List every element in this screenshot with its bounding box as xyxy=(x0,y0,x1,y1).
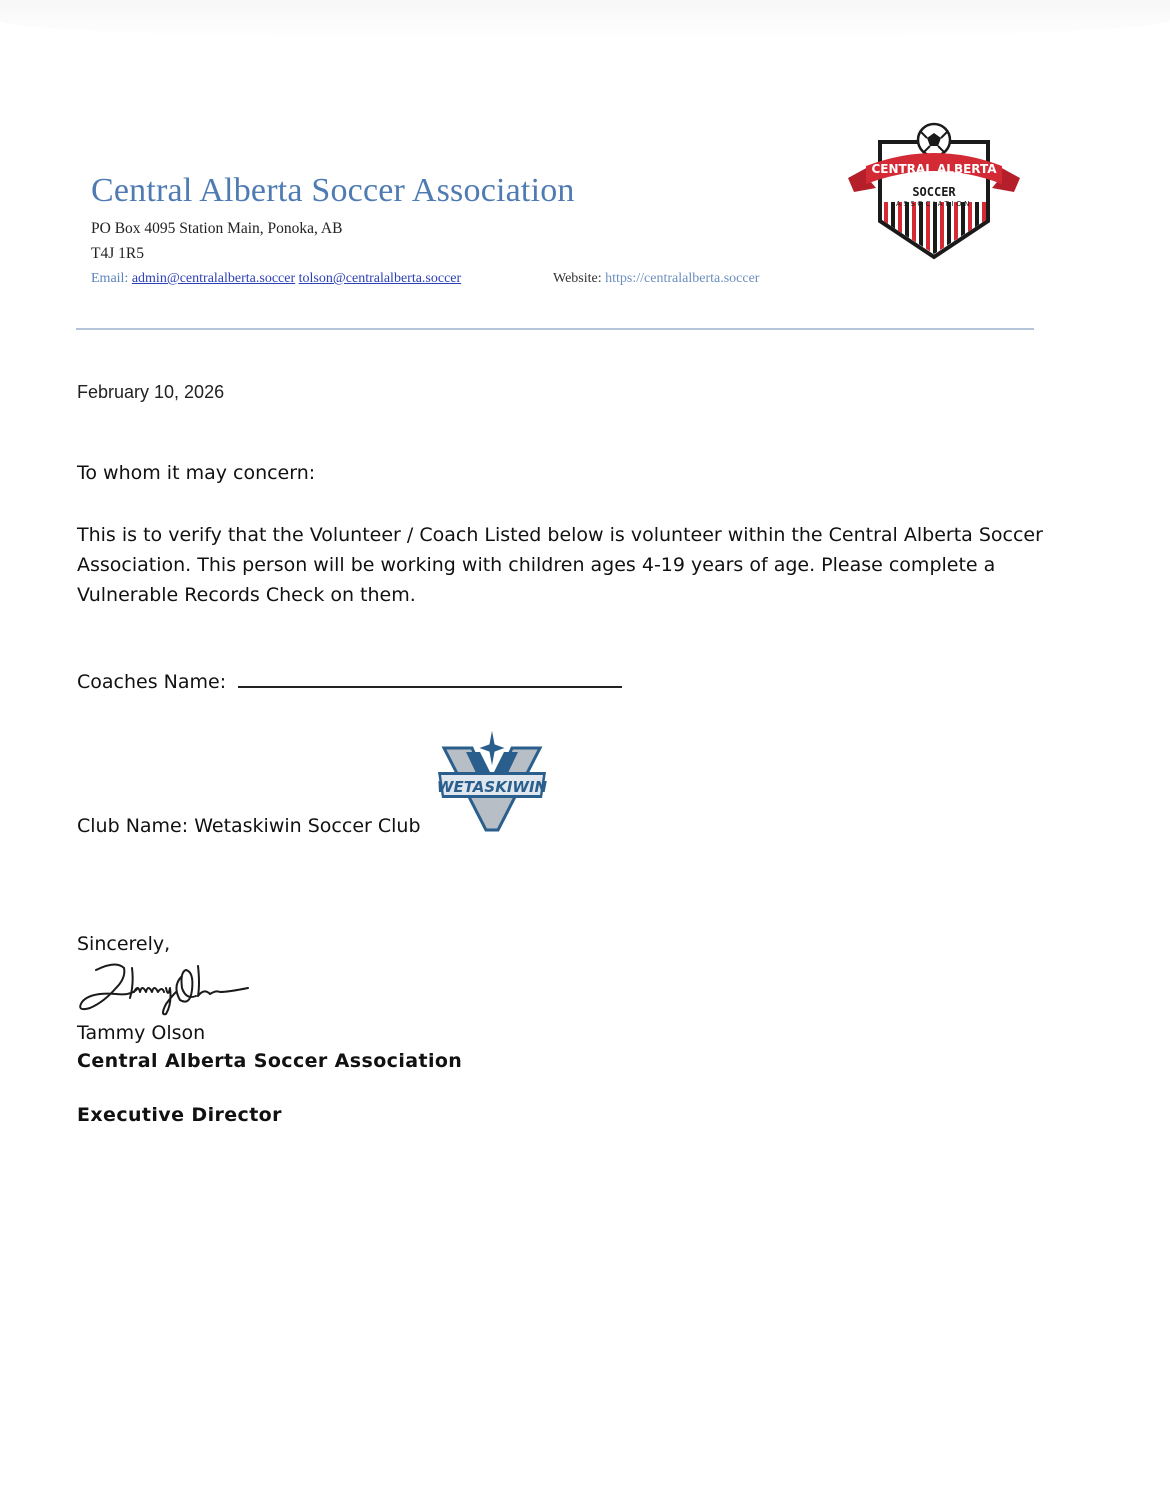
letter-date: February 10, 2026 xyxy=(77,382,225,402)
wetaskiwin-logo-icon xyxy=(436,726,548,832)
website-row xyxy=(553,271,759,287)
coach-name-label: Coaches Name: xyxy=(77,671,227,693)
signer-organization: Central Alberta Soccer Association xyxy=(77,1050,463,1072)
letterhead-divider xyxy=(76,328,1034,330)
letterhead-org-name: Central Alberta Soccer Association xyxy=(91,172,575,209)
email-row xyxy=(91,271,461,287)
handwritten-signature-icon xyxy=(76,958,256,1018)
address-line-2: T4J 1R5 xyxy=(91,245,144,262)
coach-name-blank-field[interactable] xyxy=(238,668,622,688)
website-label: Website: xyxy=(553,271,602,286)
email-link-tolson[interactable]: tolson@centralalberta.soccer xyxy=(298,271,462,286)
caa-logo-soccer-text: SOCCER xyxy=(912,185,956,199)
signer-title: Executive Director xyxy=(77,1104,282,1126)
club-name-row xyxy=(77,815,421,837)
wetaskiwin-logo-text: WETASKIWIN xyxy=(436,778,548,796)
address-line-1: PO Box 4095 Station Main, Ponoka, AB xyxy=(91,220,343,237)
letter-greeting: To whom it may concern: xyxy=(77,462,316,484)
caa-logo-banner-text: CENTRAL ALBERTA xyxy=(871,162,997,176)
email-label: Email: xyxy=(91,271,129,286)
letter-body-paragraph: This is to verify that the Volunteer / Coach Listed below is volunteer within the Central Alberta Soccer Association. This person will be working with children ages 4-19 years of age. Please complete a Vulnerable Records Check on them. xyxy=(77,524,1043,606)
caa-shield-logo-icon xyxy=(846,122,1022,260)
email-link-admin[interactable]: admin@centralalberta.soccer xyxy=(131,271,296,286)
caa-logo-association-text: ASSOCIATION xyxy=(895,200,973,208)
page-top-shadow xyxy=(0,0,1170,40)
club-name-label: Club Name: xyxy=(77,815,189,837)
website-link[interactable]: https://centralalberta.soccer xyxy=(605,271,760,286)
coach-name-row xyxy=(77,668,622,693)
club-name-value: Wetaskiwin Soccer Club xyxy=(194,815,421,837)
signer-name: Tammy Olson xyxy=(77,1022,206,1044)
sign-off: Sincerely, xyxy=(77,933,171,955)
